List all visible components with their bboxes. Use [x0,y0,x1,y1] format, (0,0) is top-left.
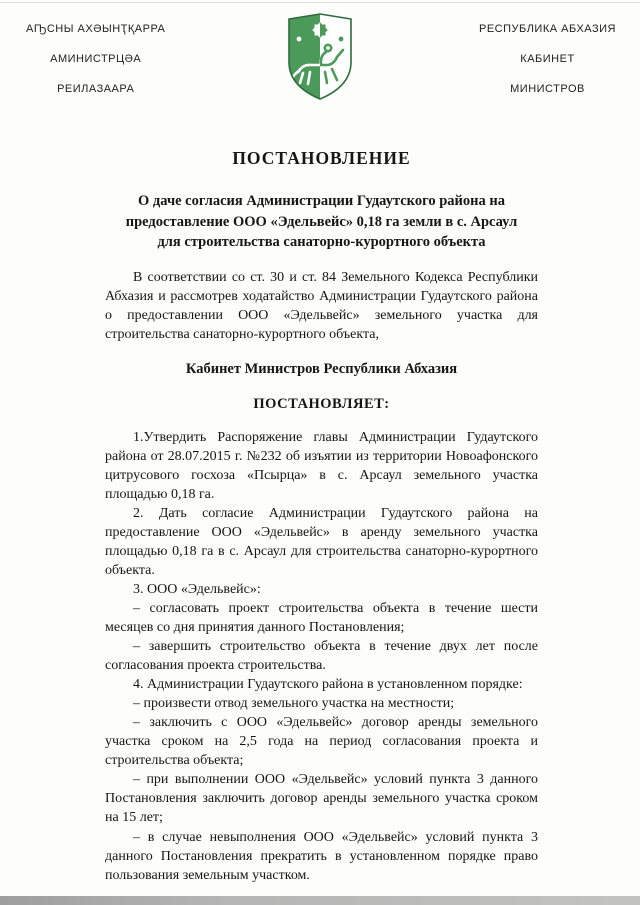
item-4-subitem-1: – произвести отвод земельного участка на местности; [133,696,455,712]
letterhead-abkhaz-line-1: АҦСНЫ АХӘЫНҬҚАРРА [26,23,166,35]
letterhead [0,0,640,108]
resolution-items [105,428,538,885]
resolves-line: ПОСТАНОВЛЯЕТ: [253,395,390,412]
item-4-subitem-2: – заключить с ООО «Эдельвейс» договор аренды земельного участка сроком на 2,5 года на период согласования проекта и строительства объекта; [105,715,538,769]
scan-artifact-bottom [0,896,640,905]
abkhazia-coat-of-arms-icon [283,12,357,102]
item-4: 4. Администрации Гудаутского района в установленном порядке: [133,677,523,693]
item-2: 2. Дать согласие Администрации Гудаутского района на предоставление ООО «Эдельвейс» в аренду земельного участка площадью 0,18 га в с. Арсаул для строительства санаторно-курортного объекта. [105,505,538,579]
letterhead-russian-line-2: КАБИНЕТ [520,53,575,65]
letterhead-abkhaz-line-3: РЕИЛАЗААРА [57,83,135,95]
letterhead-russian-line-3: МИНИСТРОВ [510,83,585,95]
item-1: 1.Утвердить Распоряжение главы Администрации Гудаутского района от 28.07.2015 г. №232 об изъятии из территории Новоафонского цитрусового госхоза «Псырца» в с. Арсаул земельного участка площадью 0,18 га. [105,429,538,502]
item-3-subitem-2: – завершить строительство объекта в течение двух лет после согласования проекта строительства. [105,639,538,674]
item-4-subitem-3: – при выполнении ООО «Эдельвейс» условий пункта 3 данного Постановления заключить договор аренды земельного участка сроком на 15 лет; [105,772,538,826]
document-body [105,148,538,885]
item-3: 3. ООО «Эдельвейс»: [133,582,261,598]
authority-line: Кабинет Министров Республики Абхазия [185,360,458,377]
document-subject: О даче согласия Администрации Гудаутского района на предоставление ООО «Эдельвейс» 0,18 га земли в с. Арсаул для строительства санаторно-курортного объекта [125,193,518,251]
letterhead-abkhaz-block [26,16,165,114]
letterhead-abkhaz-line-2: АМИНИСТРЦӘА [50,53,142,65]
letterhead-russian-block [479,16,616,114]
emblem-container [283,12,357,107]
item-4-subitem-4: – в случае невыполнения ООО «Эдельвейс» условий пункта 3 данного Постановления прекратить в установленном порядке право пользования земельным участком. [105,829,538,883]
letterhead-russian-line-1: РЕСПУБЛИКА АБХАЗИЯ [478,23,616,35]
item-3-subitem-1: – согласовать проект строительства объекта в течение шести месяцев со дня принятия данного Постановления; [105,601,538,636]
preamble-paragraph: В соответствии со ст. 30 и ст. 84 Земельного Кодекса Республики Абхазия и рассмотрев ходатайство Администрации Гудаутского района о предоставлении ООО «Эдельвейс» земельного участка для строительства санаторно-курортного объекта, [105,269,538,342]
document-title: ПОСТАНОВЛЕНИЕ [232,148,411,168]
